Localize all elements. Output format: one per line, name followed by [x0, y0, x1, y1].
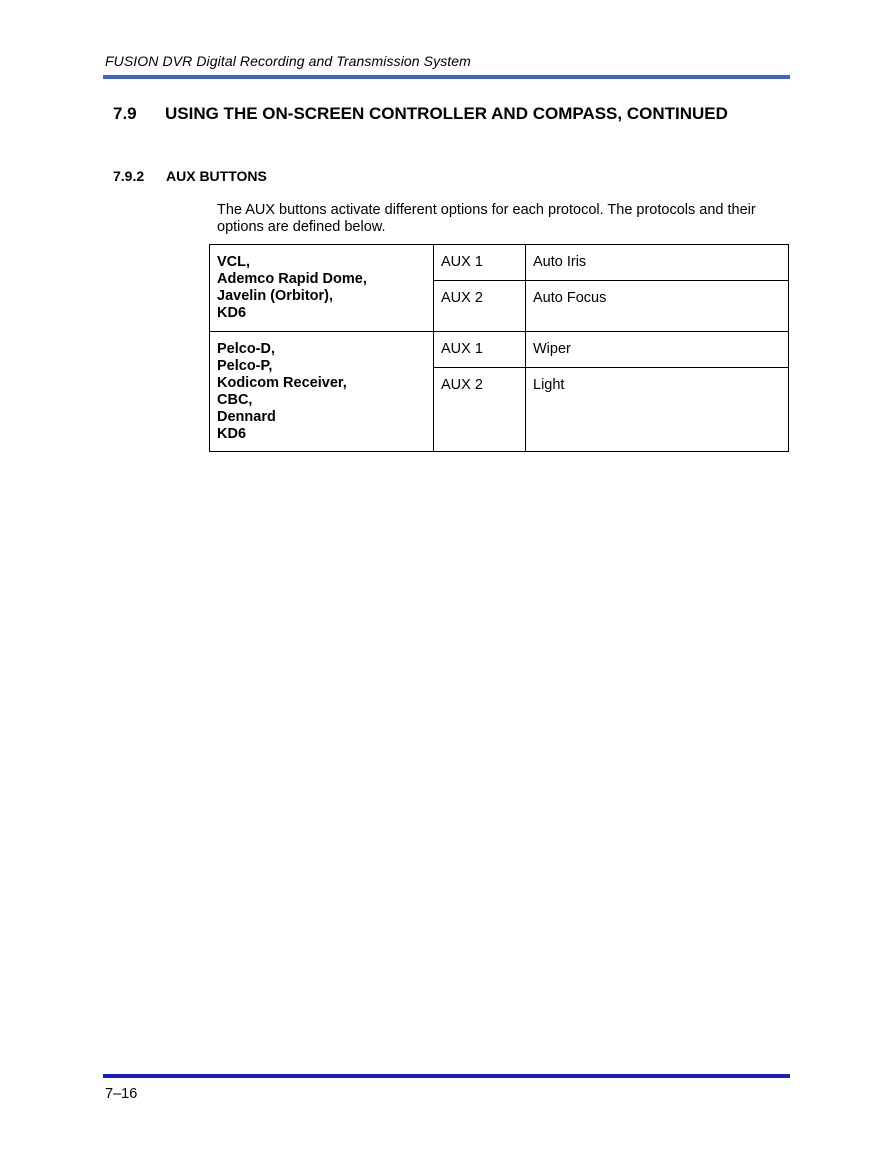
aux-function-cell: Light [526, 368, 789, 452]
protocol-list-cell [210, 245, 434, 332]
protocol-name: Dennard [217, 409, 276, 425]
table-row [210, 245, 789, 281]
subsection-number: 7.9.2 [113, 168, 145, 184]
protocol-name: CBC, [217, 392, 253, 408]
intro-paragraph: The AUX buttons activate different options for each protocol. The protocols and their options are defined below. [217, 202, 756, 235]
section-number: 7.9 [113, 104, 137, 123]
table-row [210, 332, 789, 368]
aux-function-cell: Auto Focus [526, 281, 789, 332]
protocol-list-cell [210, 332, 434, 452]
protocol-name: Pelco-P, [217, 358, 273, 374]
subsection-heading [113, 168, 267, 184]
aux-button-cell: AUX 1 [434, 245, 526, 281]
aux-function-cell: Auto Iris [526, 245, 789, 281]
header-rule [103, 75, 790, 79]
footer-rule [103, 1074, 790, 1078]
section-heading [113, 104, 728, 124]
protocol-name: Pelco-D, [217, 341, 276, 357]
protocol-name: Kodicom Receiver, [217, 375, 347, 391]
aux-button-cell: AUX 2 [434, 281, 526, 332]
protocol-name: Ademco Rapid Dome, [217, 271, 367, 287]
section-title: USING THE ON-SCREEN CONTROLLER AND COMPASS, CONTINUED [165, 104, 728, 123]
aux-function-cell: Wiper [526, 332, 789, 368]
aux-button-cell: AUX 2 [434, 368, 526, 452]
protocol-name: KD6 [217, 305, 247, 321]
aux-button-cell: AUX 1 [434, 332, 526, 368]
protocol-name: VCL, [217, 254, 251, 270]
protocol-name: Javelin (Orbitor), [217, 288, 334, 304]
page-number: 7–16 [105, 1086, 138, 1102]
running-header: FUSION DVR Digital Recording and Transmission System [105, 53, 471, 69]
aux-buttons-table [209, 244, 789, 452]
protocol-name: KD6 [217, 426, 247, 442]
subsection-title: AUX BUTTONS [166, 168, 267, 184]
